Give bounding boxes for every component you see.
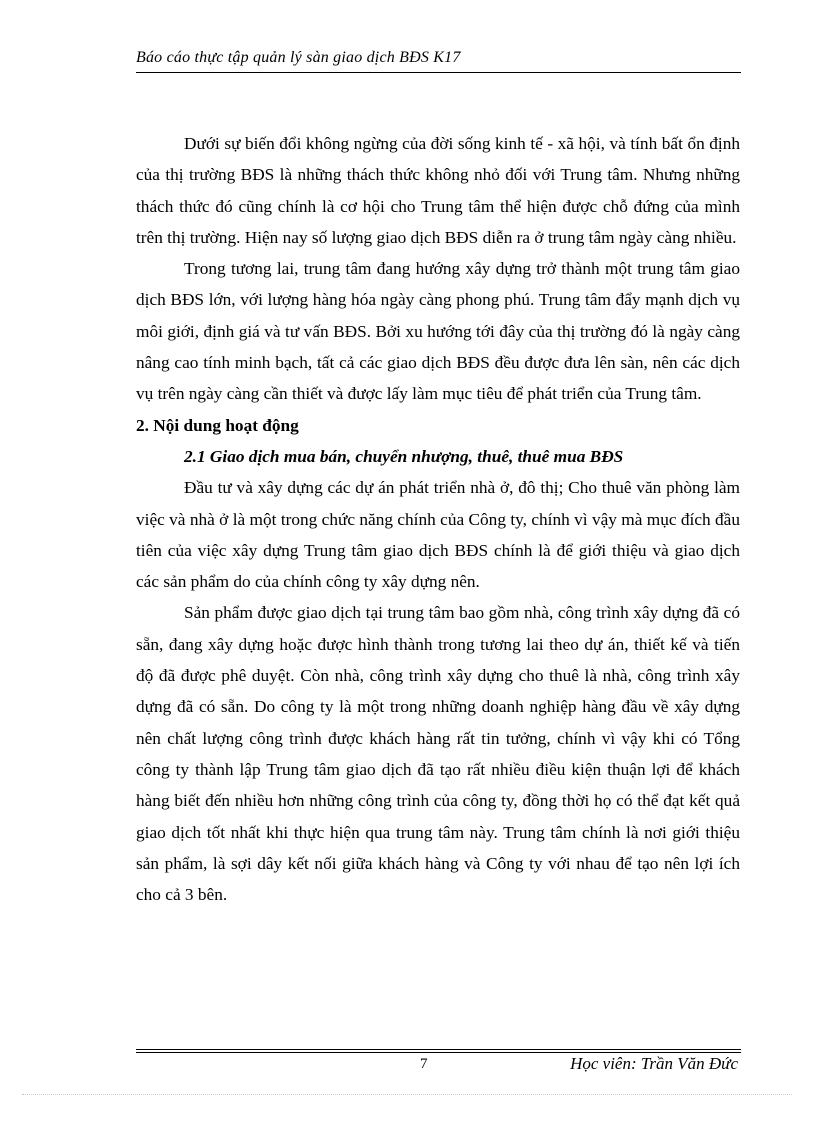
page-number: 7 [420, 1056, 428, 1072]
footer-author: Học viên: Trần Văn Đức [570, 1054, 738, 1073]
running-header: Báo cáo thực tập quản lý sàn giao dịch BĐS K17 [136, 49, 461, 66]
body-paragraph: Dưới sự biến đổi không ngừng của đời sống kinh tế - xã hội, và tính bất ổn định của thị trường BĐS là những thách thức không nhỏ đối với Trung tâm. Nhưng những thách thức đó cũng chính là cơ hội cho Trung tâm thể hiện được chỗ đứng của mình trên thị trường. Hiện nay số lượng giao dịch BĐS diễn ra ở trung tâm ngày càng nhiều. [136, 134, 740, 247]
page-boundary [22, 1094, 792, 1095]
header-divider [136, 72, 741, 73]
footer-divider [136, 1052, 741, 1053]
section-heading: 2. Nội dung hoạt động [136, 415, 299, 435]
footer-divider [136, 1049, 741, 1050]
subsection-heading: 2.1 Giao dịch mua bán, chuyển nhượng, thuê, thuê mua BĐS [184, 446, 624, 466]
body-paragraph: Sản phẩm được giao dịch tại trung tâm bao gồm nhà, công trình xây dựng đã có sẵn, đang xây dựng hoặc được hình thành trong tương lai theo dự án, thiết kế và tiến độ đã được phê duyệt. Còn nhà, công trình xây dựng cho thuê là nhà, công trình xây dựng đã có sẵn. Do công ty là một trong những doanh nghiệp hàng đầu về xây dựng nên chất lượng công trình được khách hàng rất tin tưởng, chính vì vậy khi có Tổng công ty thành lập Trung tâm giao dịch đã tạo rất nhiều điều kiện thuận lợi để khách hàng biết đến nhiều hơn những công trình của công ty, đồng thời họ có thể đạt kết quả giao dịch tốt nhất khi thực hiện qua trung tâm này. Trung tâm chính là nơi giới thiệu sản phẩm, là sợi dây kết nối giữa khách hàng và Công ty với nhau để tạo nên lợi ích cho cả 3 bên. [136, 603, 740, 905]
body-paragraph: Trong tương lai, trung tâm đang hướng xây dựng trở thành một trung tâm giao dịch BĐS lớn, với lượng hàng hóa ngày càng phong phú. Trung tâm đẩy mạnh dịch vụ môi giới, định giá và tư vấn BĐS. Bởi xu hướng tới đây của thị trường đó là ngày càng nâng cao tính minh bạch, tất cả các giao dịch BĐS đều được đưa lên sàn, nên các dịch vụ trên ngày càng cần thiết và được lấy làm mục tiêu để phát triển của Trung tâm. [136, 259, 740, 404]
body-paragraph: Đầu tư và xây dựng các dự án phát triển nhà ở, đô thị; Cho thuê văn phòng làm việc và nhà ở là một trong chức năng chính của Công ty, chính vì vậy mà mục đích đầu tiên của việc xây dựng Trung tâm giao dịch BĐS chính là để giới thiệu và giao dịch các sản phẩm do của chính công ty xây dựng nên. [136, 478, 740, 592]
page-body [136, 128, 740, 910]
